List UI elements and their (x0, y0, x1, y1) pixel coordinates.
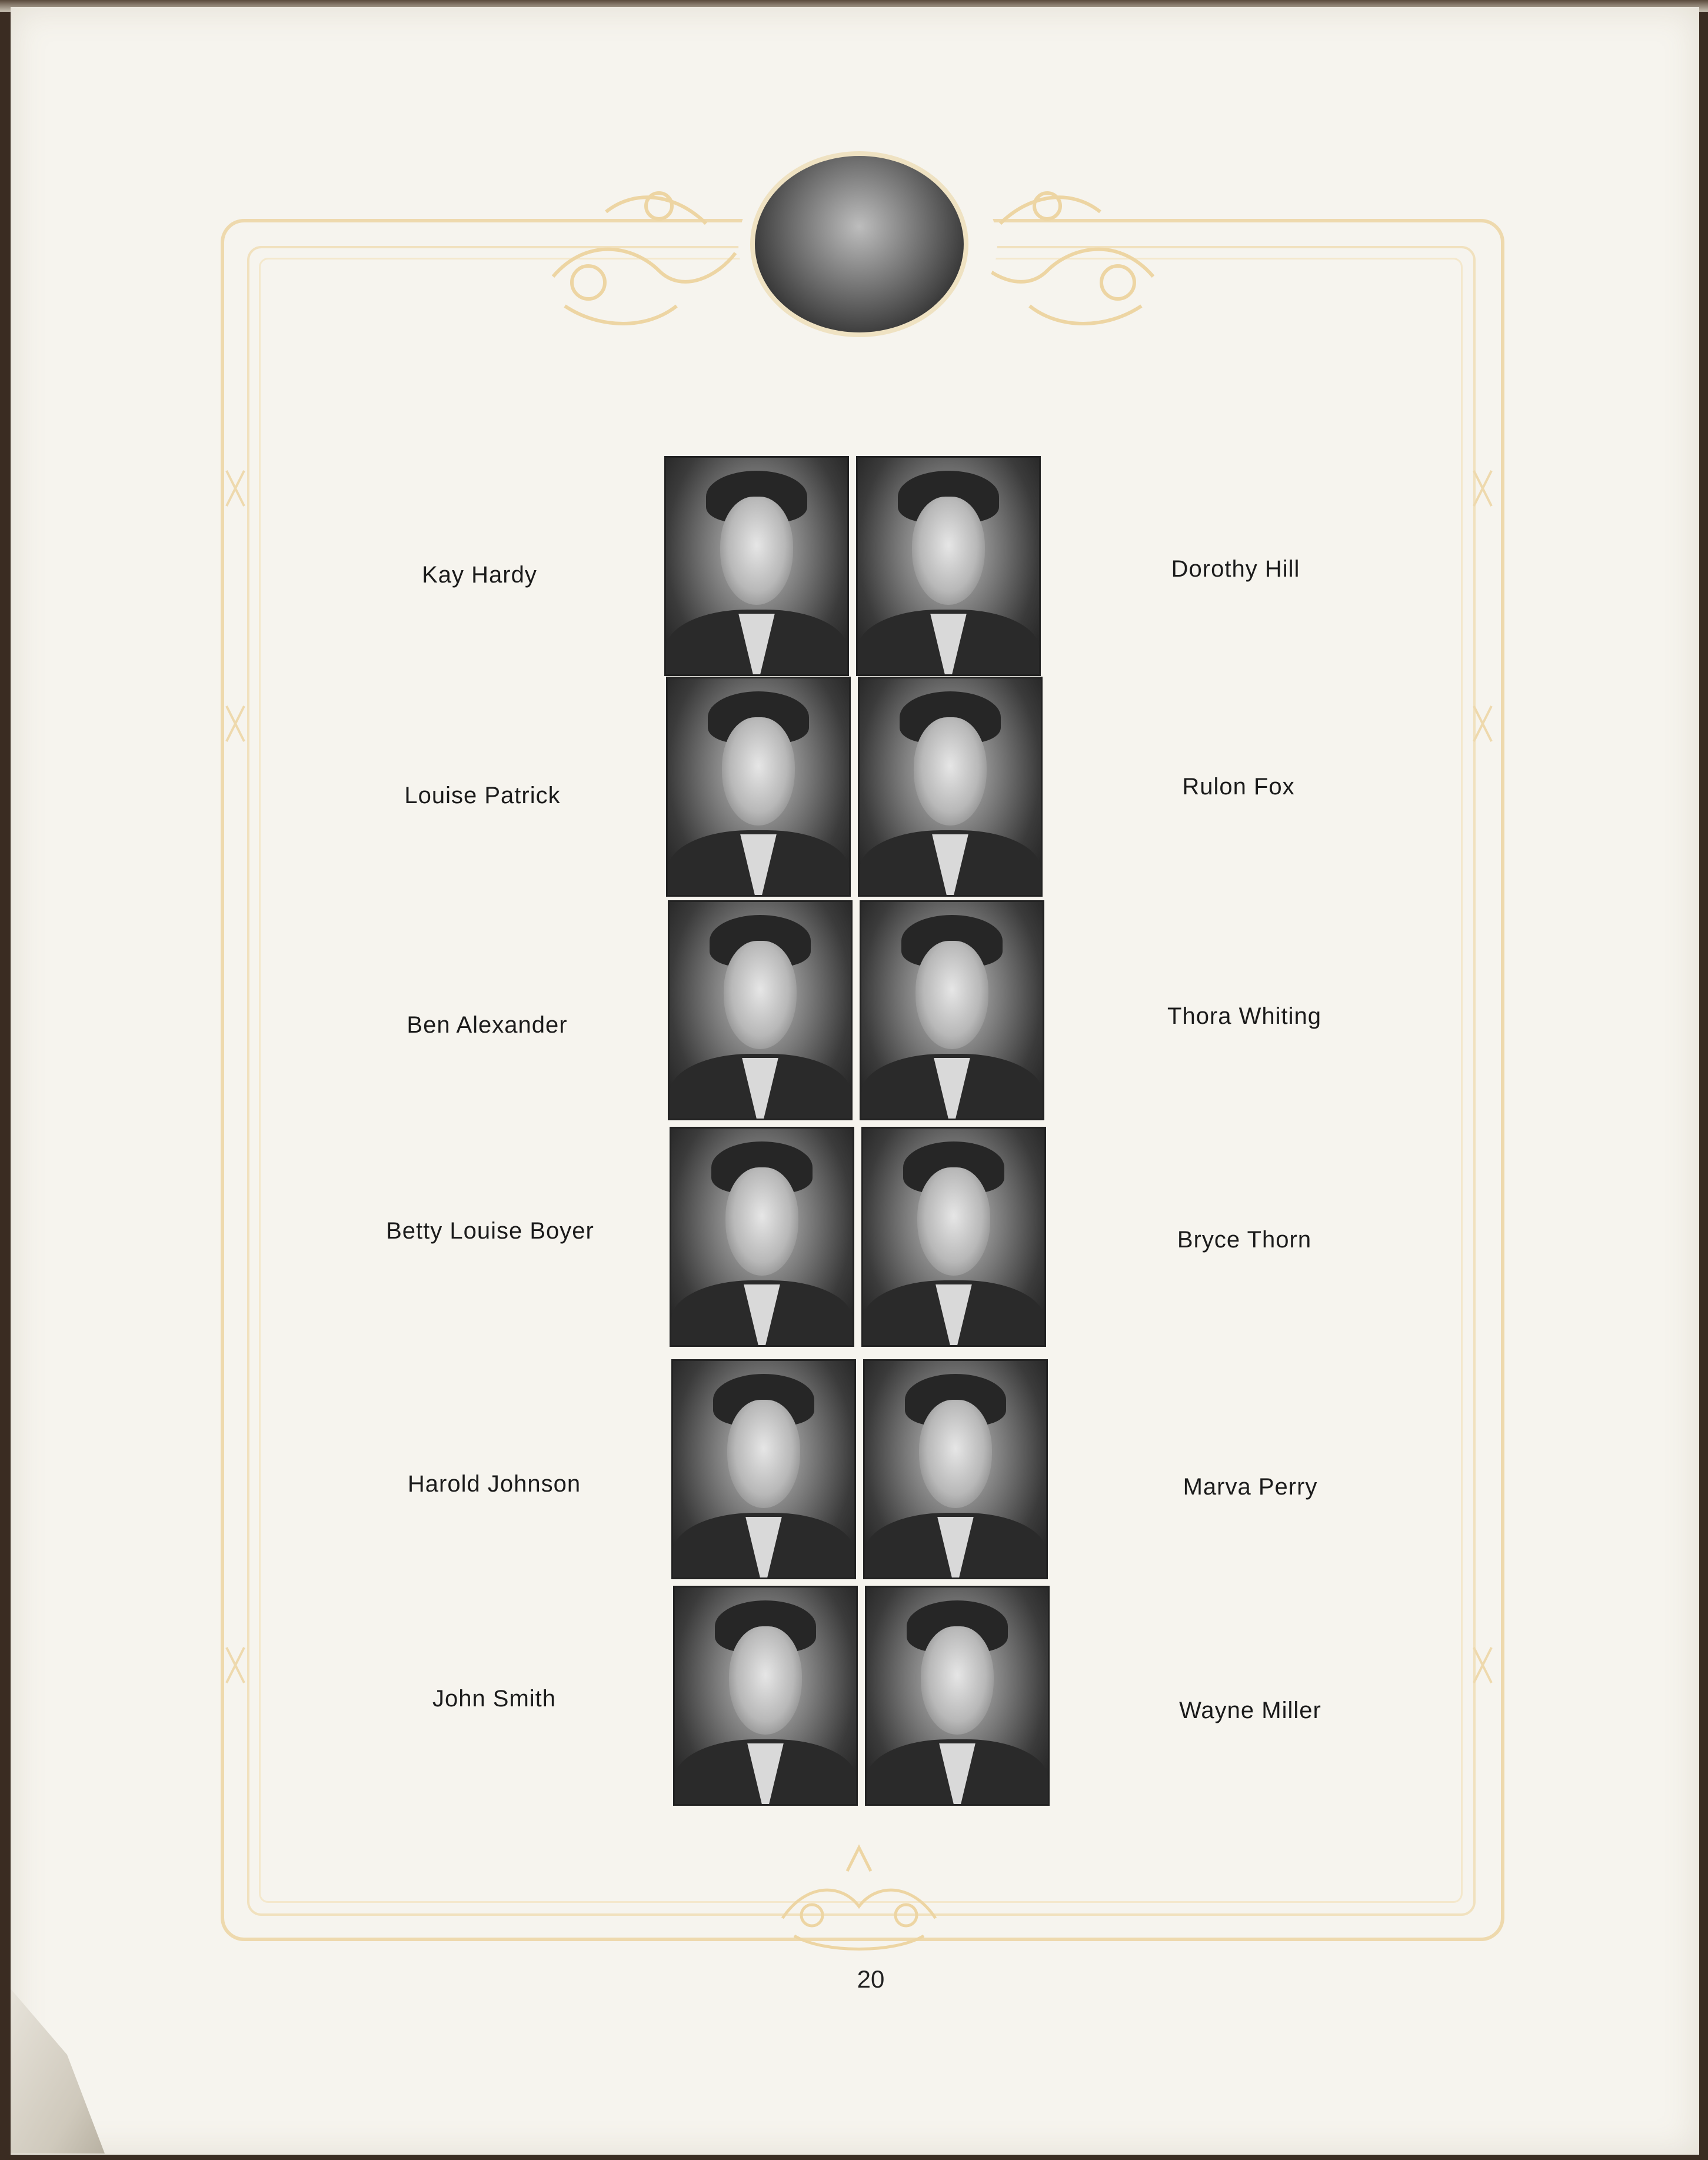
student-name-right: Thora Whiting (1167, 1003, 1321, 1029)
portrait-face (917, 1167, 990, 1276)
portrait-face (914, 717, 986, 826)
portrait-face (724, 941, 796, 1049)
portrait-column (662, 456, 1053, 1815)
student-portrait (860, 900, 1044, 1120)
student-name-left: Harold Johnson (407, 1471, 581, 1497)
student-portrait (865, 1586, 1050, 1806)
student-name-left: Betty Louise Boyer (386, 1218, 594, 1244)
student-portrait (863, 1359, 1048, 1579)
student-portrait (664, 456, 849, 676)
portrait-face (729, 1626, 801, 1735)
portrait-face (725, 1167, 798, 1276)
student-portrait (856, 456, 1041, 676)
student-portrait (671, 1359, 856, 1579)
portrait-face (919, 1400, 991, 1508)
page-number: 20 (857, 1965, 885, 1993)
portrait-face (722, 717, 794, 826)
student-portrait (673, 1586, 858, 1806)
student-name-left: Ben Alexander (407, 1012, 568, 1038)
portrait-face (915, 941, 988, 1049)
student-name-right: Rulon Fox (1182, 774, 1295, 800)
student-portrait (670, 1127, 854, 1347)
student-name-right: Marva Perry (1183, 1474, 1318, 1500)
student-name-right: Dorothy Hill (1171, 556, 1300, 582)
student-portrait (858, 677, 1043, 897)
student-name-right: Bryce Thorn (1177, 1227, 1312, 1253)
portrait-face (727, 1400, 800, 1508)
student-name-left: Kay Hardy (422, 562, 537, 588)
portrait-face (921, 1626, 993, 1735)
portrait-face (720, 497, 793, 605)
landscape-arch-photo (750, 151, 968, 337)
student-portrait (668, 900, 853, 1120)
student-name-left: Louise Patrick (404, 783, 561, 808)
portrait-face (912, 497, 984, 605)
student-portrait (666, 677, 851, 897)
student-portrait (861, 1127, 1046, 1347)
student-name-right: Wayne Miller (1179, 1698, 1321, 1723)
student-name-left: John Smith (432, 1686, 557, 1712)
